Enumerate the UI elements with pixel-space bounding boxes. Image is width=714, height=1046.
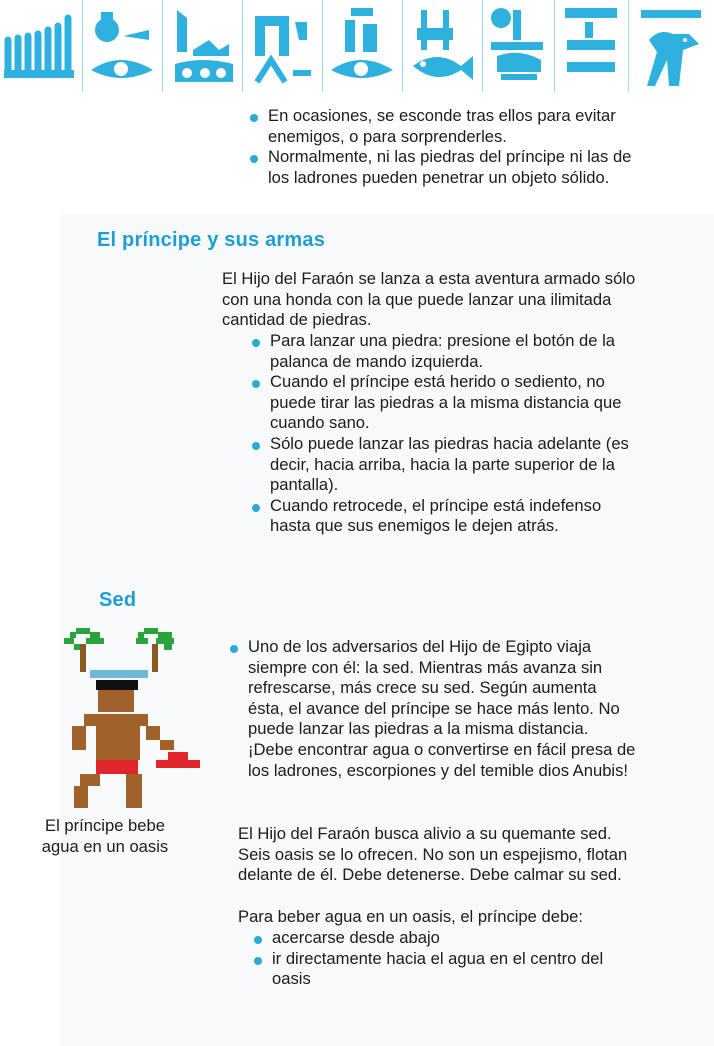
sign-glyph-icon bbox=[554, 0, 627, 92]
list-item: acercarse desde abajo bbox=[250, 928, 640, 949]
list-item: ir directamente hacia el agua en el centro del oasis bbox=[250, 949, 640, 990]
list-item: Cuando el príncipe está herido o sediento, no puede tirar las piedras a la misma distancia que cuando sano. bbox=[248, 372, 638, 434]
arms-bullet-list bbox=[248, 331, 638, 537]
seated-figure-glyph-icon bbox=[162, 0, 241, 92]
bird-glyph-icon bbox=[628, 0, 714, 92]
arms-intro-paragraph: El Hijo del Faraón se lanza a esta aventura armado sólo con una honda con la que puede lanzar una ilimitada cantidad de piedras. bbox=[222, 269, 636, 330]
house-glyph-icon bbox=[242, 0, 321, 92]
hieroglyph-banner bbox=[0, 0, 714, 92]
thirst-paragraph: El Hijo del Faraón busca alivio a su quemante sed. Seis oasis se lo ofrecen. No son un espejismo, flotan delante de él. Debe detenerse. Debe calmar su sed. bbox=[238, 824, 628, 885]
standing-figure-glyph-icon bbox=[482, 0, 553, 92]
section-heading-thirst: Sed bbox=[99, 589, 137, 611]
eye-glyph-2-icon bbox=[322, 0, 401, 92]
list-item: Para lanzar una piedra: presione el botón de la palanca de mando izquierda. bbox=[248, 331, 638, 372]
drink-intro-text: Para beber agua en un oasis, el príncipe debe: bbox=[238, 907, 584, 926]
list-item: Normalmente, ni las piedras del príncipe ni las de los ladrones pueden penetrar un objeto sólido. bbox=[246, 147, 636, 188]
thirst-bullet-list bbox=[226, 637, 636, 781]
list-item: Cuando retrocede, el príncipe está indefenso hasta que sus enemigos le dejen atrás. bbox=[248, 496, 638, 537]
fish-glyph-icon bbox=[402, 0, 481, 92]
image-caption: El príncipe bebe agua en un oasis bbox=[41, 816, 169, 856]
eye-glyph-icon bbox=[82, 0, 161, 92]
list-item: Sólo puede lanzar las piedras hacia adelante (es decir, hacia arriba, hacia la parte superior de la pantalla). bbox=[248, 434, 638, 496]
prince-drinking-sprite-image bbox=[60, 624, 210, 814]
section-heading-arms: El príncipe y sus armas bbox=[97, 229, 326, 251]
top-bullet-list bbox=[246, 106, 636, 188]
list-item: En ocasiones, se esconde tras ellos para evitar enemigos, o para sorprenderles. bbox=[246, 106, 636, 147]
drink-bullet-list bbox=[250, 928, 640, 990]
list-item: Uno de los adversarios del Hijo de Egipto viaja siempre con él: la sed. Mientras más avanza sin refrescarse, más crece su sed. Según aumenta ésta, el avance del príncipe se hace más lento. No puede lanzar las piedras a la misma distancia. ¡Debe encontrar agua o convertirse en fácil presa de los ladrones, escorpiones y del temible dios Anubis! bbox=[226, 637, 636, 781]
water-glyph-icon bbox=[0, 0, 80, 92]
